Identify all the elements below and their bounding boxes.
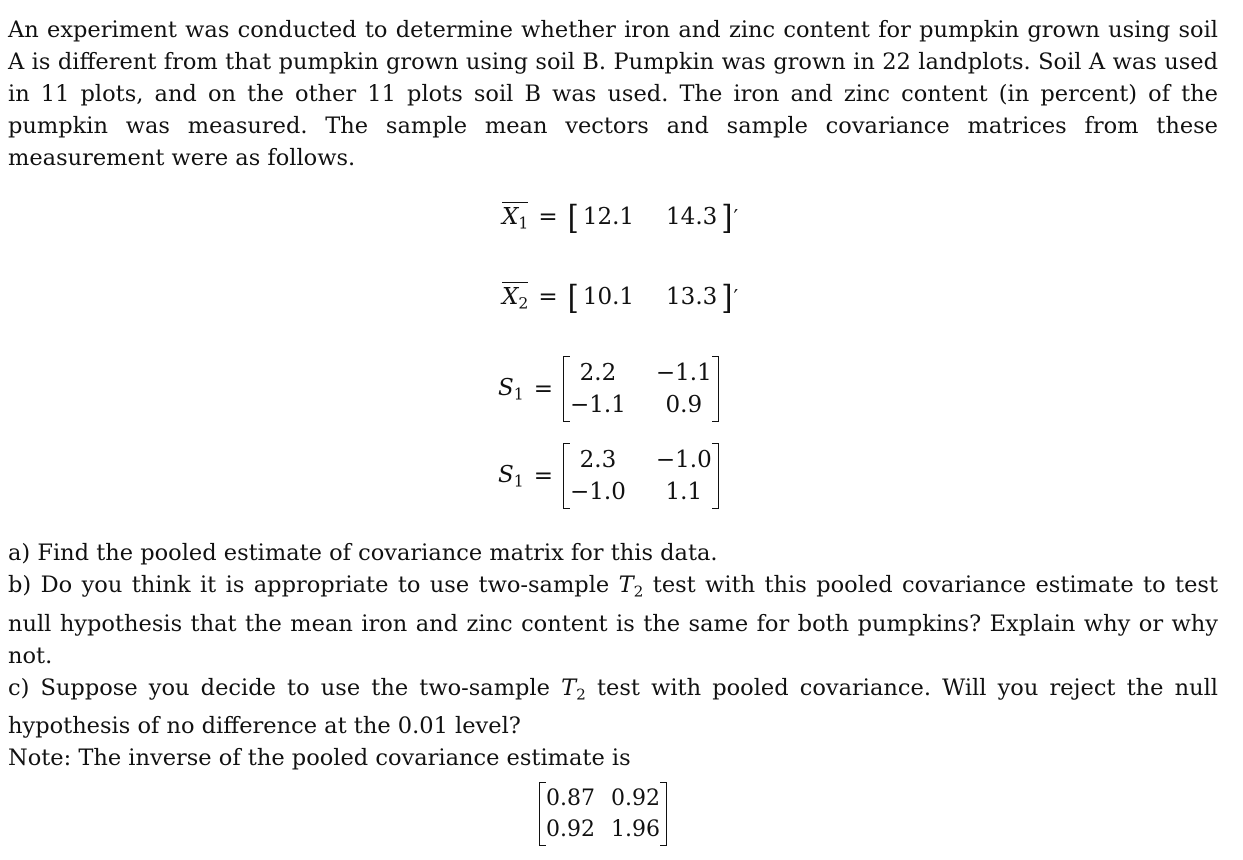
- cov2-symbol: S: [498, 461, 514, 488]
- mean2-subscript: 2: [518, 293, 529, 313]
- question-c-end: test with pooled covariance. Will you reject the null hypothesis of no difference at the 0.01 level?: [8, 674, 1218, 740]
- cov2-subscript: 1: [513, 471, 524, 491]
- matrix-cell: 1.96: [610, 817, 660, 842]
- covariance-2-matrix: [563, 443, 719, 509]
- mean2-value-2: 13.3: [666, 284, 718, 311]
- matrix-cell: −1.0: [570, 479, 626, 505]
- intro-paragraph: An experiment was conducted to determine whether iron and zinc content for pumpkin grown using soil A is different from that pumpkin grown using soil B. Pumpkin was grown in 22 landplots. Soil A was used in 11 plots, and on the other 11 plots soil B was used. The iron and zinc content (in percent) of the pumpkin was measured. The sample mean vectors and sample covariance matrices from these measurement were as follows.: [8, 17, 1218, 171]
- question-b-start: b) Do you think it is appropriate to use two-sample: [8, 572, 619, 598]
- test-subscript: 2: [576, 685, 586, 704]
- mean1-subscript: 1: [518, 213, 529, 233]
- test-symbol: T: [561, 674, 577, 701]
- covariance-2-equation: $S_1$ = 2.3 −1.0 −1.0 1.1: [498, 443, 719, 509]
- test-symbol: T: [618, 572, 634, 598]
- matrix-cell: 0.9: [665, 392, 703, 418]
- test-subscript: 2: [633, 582, 644, 601]
- question-a: a) Find the pooled estimate of covariance matrix for this data.: [8, 540, 718, 566]
- matrix-cell: 1.1: [665, 479, 703, 505]
- question-c-start: c) Suppose you decide to use the two-sample: [8, 674, 562, 701]
- question-b-end: test with this pooled covariance estimate to test null hypothesis that the mean iron and zinc content is the same for both pumpkins? Explain why or why not.: [8, 572, 1218, 669]
- note-text: Note: The inverse of the pooled covariance estimate is: [8, 745, 631, 772]
- cov1-subscript: 1: [513, 384, 524, 404]
- mean1-value-1: 12.1: [582, 204, 635, 231]
- covariance-1-equation: $S_1$ = 2.2 −1.1 −1.1 0.9: [498, 356, 719, 422]
- matrix-cell: −1.1: [655, 360, 712, 386]
- mean2-symbol: X: [502, 284, 519, 310]
- mean1-symbol: X: [502, 204, 519, 230]
- questions-block: [8, 537, 1218, 774]
- covariance-1-matrix: [563, 356, 719, 422]
- matrix-cell: −1.1: [570, 392, 626, 418]
- matrix-cell: 0.92: [546, 817, 595, 842]
- matrix-cell: 0.92: [610, 786, 660, 811]
- mean-vector-1-equation: $X_1$ = [ 12.1 14.3 ] ′: [502, 197, 739, 237]
- matrix-cell: 2.3: [579, 447, 617, 473]
- inverse-matrix: [539, 782, 667, 846]
- mean1-value-2: 14.3: [666, 204, 718, 231]
- question-b: [8, 569, 1218, 672]
- matrix-cell: 0.87: [546, 786, 595, 811]
- mean2-value-1: 10.1: [582, 284, 635, 311]
- matrix-cell: 2.2: [579, 360, 617, 386]
- cov1-symbol: S: [498, 374, 514, 401]
- question-c: [8, 672, 1218, 743]
- inverse-matrix-equation: [539, 782, 667, 846]
- mean-vector-2-equation: $X_2$ = [ 10.1 13.3 ] ′: [502, 277, 739, 317]
- matrix-cell: −1.0: [655, 447, 712, 473]
